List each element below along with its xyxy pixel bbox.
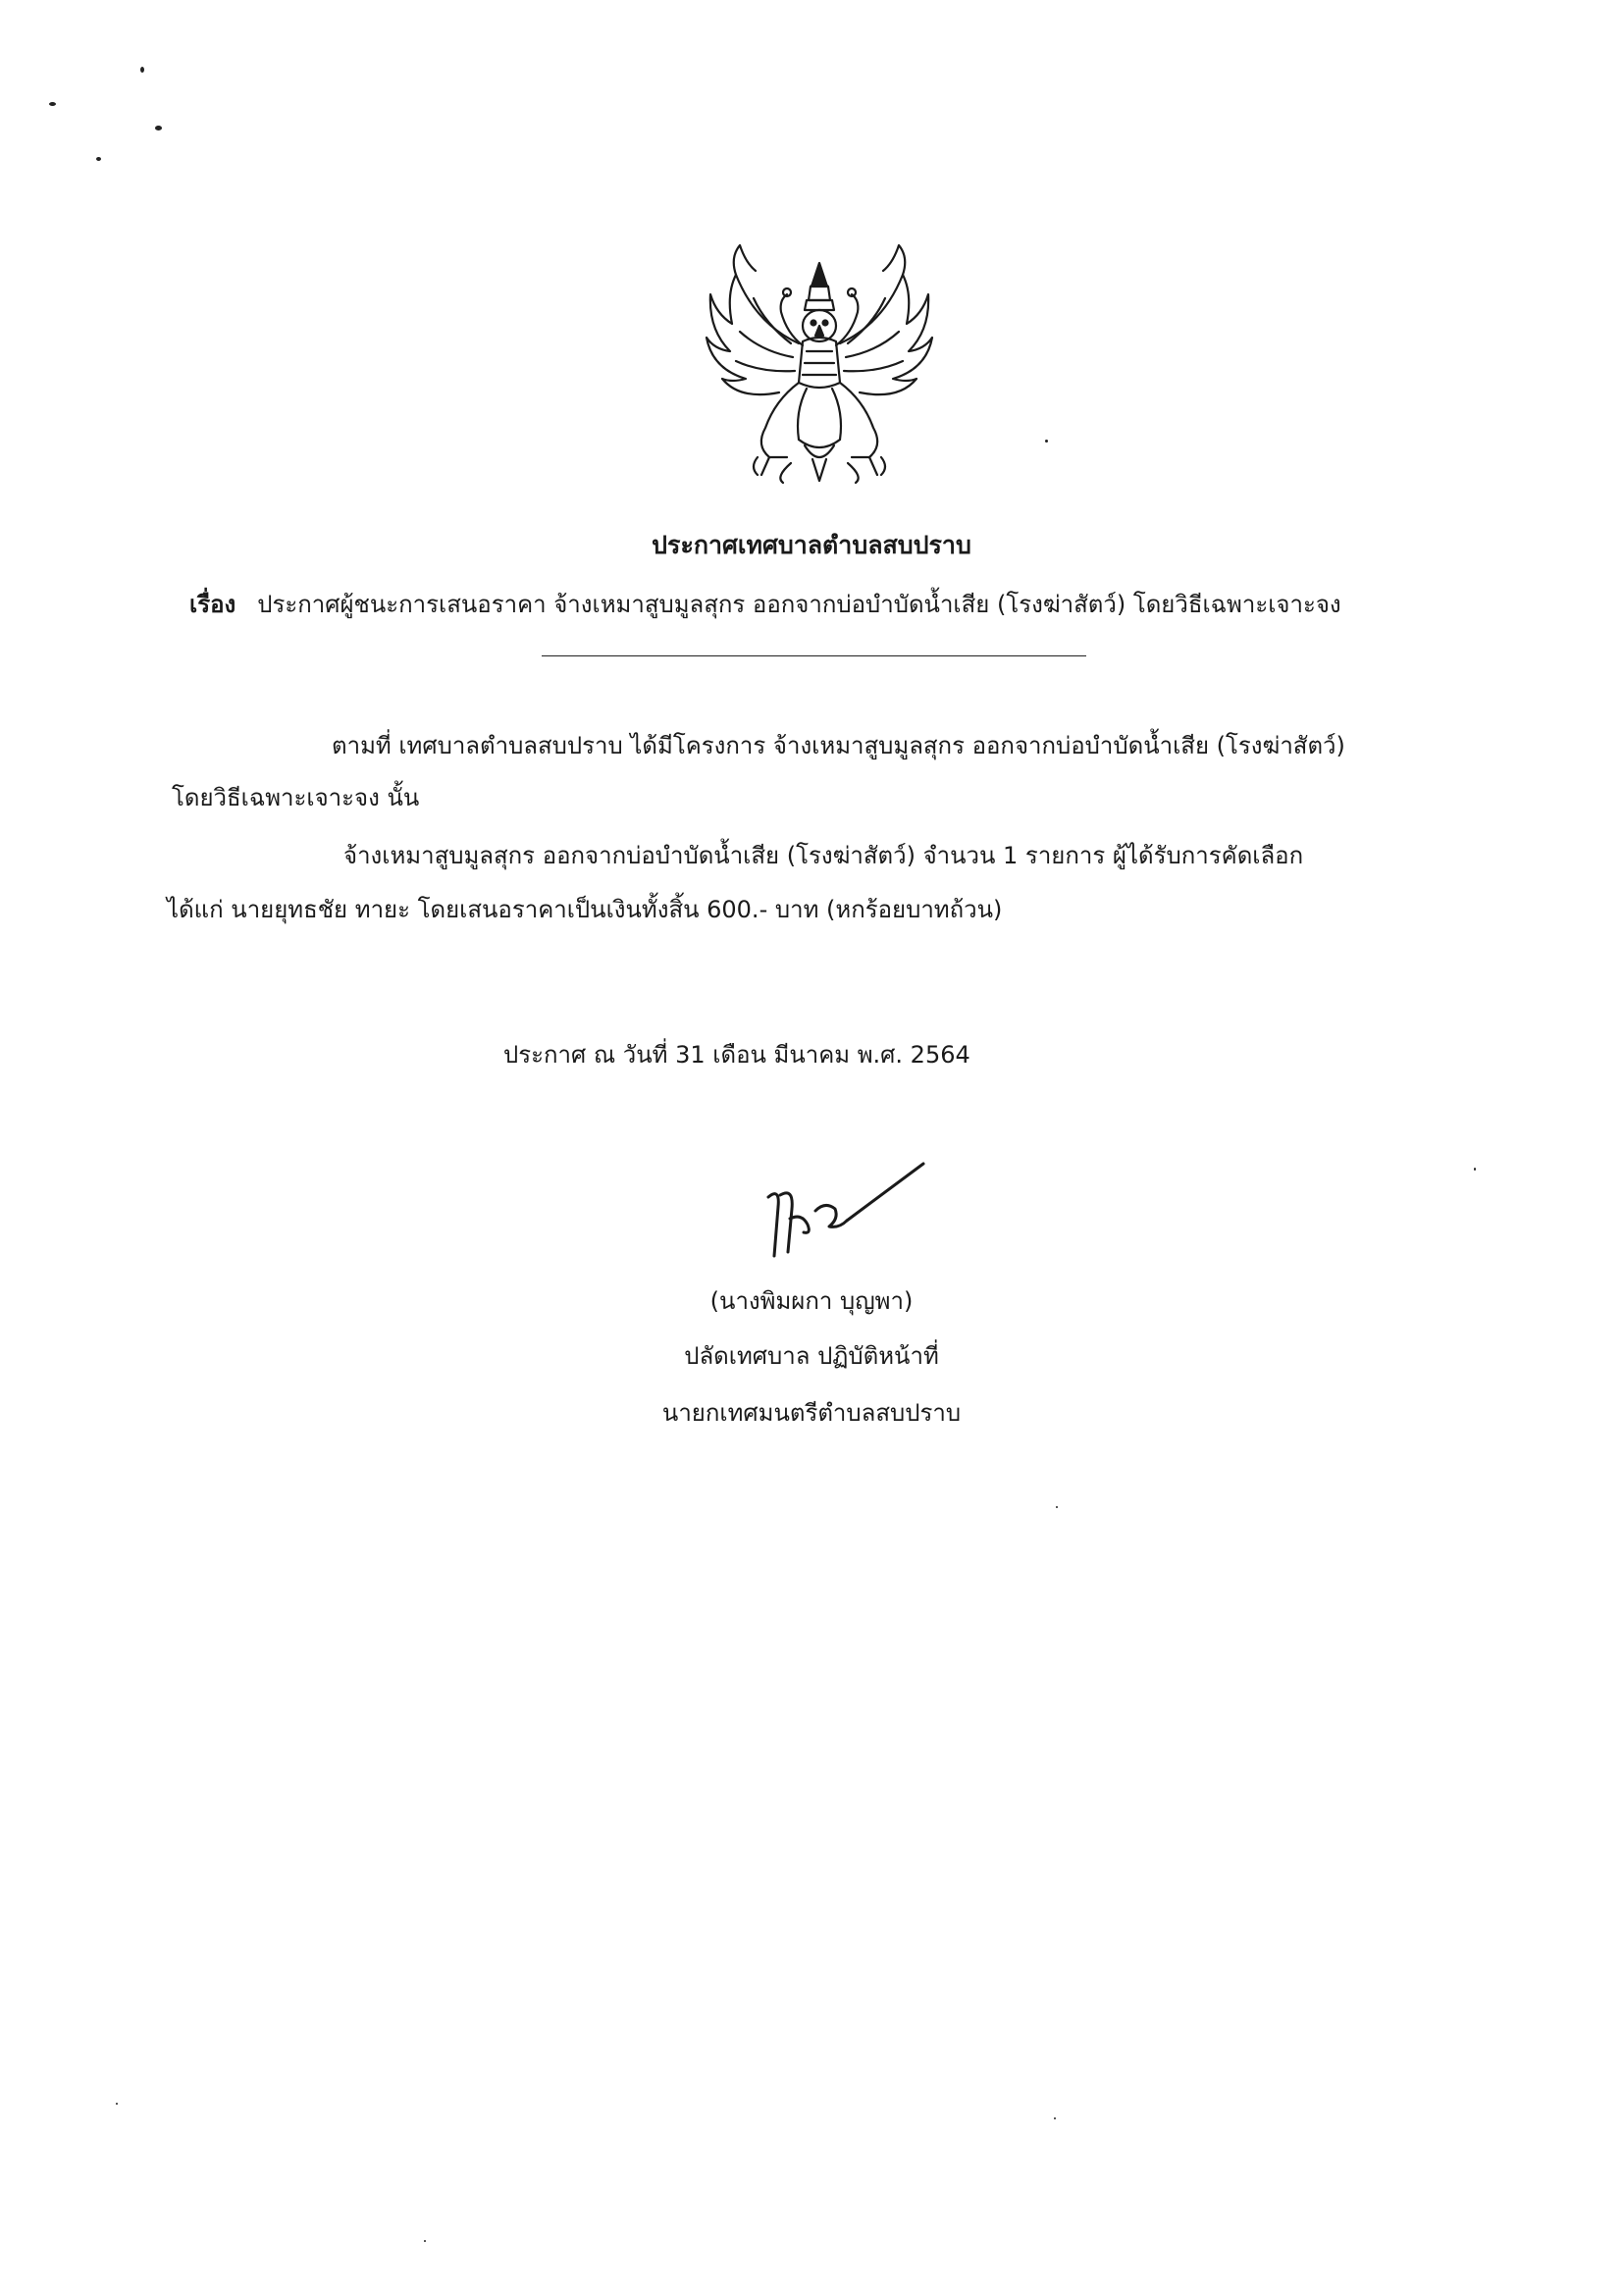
signer-name: (นางพิมผกา บุญพา) bbox=[709, 1287, 914, 1315]
scan-speck bbox=[155, 126, 162, 130]
subject-label: เรื่อง bbox=[189, 591, 236, 618]
scan-speck bbox=[49, 102, 56, 106]
paragraph2-line2: ได้แก่ นายยุทธชัย ทายะ โดยเสนอราคาเป็นเงินทั้งสิ้น 600.- บาท (หกร้อยบาทถ้วน) bbox=[167, 896, 1003, 923]
garuda-emblem-icon bbox=[697, 235, 942, 486]
scan-speck bbox=[1054, 2117, 1056, 2119]
scan-speck bbox=[1474, 1168, 1476, 1171]
scan-speck bbox=[96, 157, 101, 161]
title-divider bbox=[542, 655, 1086, 656]
signer-position-acting: นายกเทศมนตรีตำบลสบปราบ bbox=[661, 1399, 962, 1427]
subject-text: ประกาศผู้ชนะการเสนอราคา จ้างเหมาสูบมูลสุกร ออกจากบ่อบำบัดน้ำเสีย (โรงฆ่าสัตว์) โดยวิธีเฉพาะเจาะจง bbox=[257, 591, 1341, 618]
paragraph1-line1: ตามที่ เทศบาลตำบลสบปราบ ได้มีโครงการ จ้างเหมาสูบมูลสุกร ออกจากบ่อบำบัดน้ำเสีย (โรงฆ่าสัตว์) bbox=[332, 732, 1345, 759]
paragraph1-line2: โดยวิธีเฉพาะเจาะจง นั้น bbox=[172, 784, 420, 811]
scan-speck bbox=[140, 67, 144, 73]
announcement-title: ประกาศเทศบาลตำบลสบปราบ bbox=[652, 531, 971, 559]
announcement-subject bbox=[189, 585, 1341, 623]
scan-speck bbox=[1056, 1506, 1058, 1508]
scan-speck bbox=[424, 2240, 426, 2242]
scan-speck bbox=[1045, 440, 1048, 443]
signer-position: ปลัดเทศบาล ปฏิบัติหน้าที่ bbox=[684, 1342, 939, 1370]
scan-speck bbox=[116, 2103, 118, 2105]
announcement-date: ประกาศ ณ วันที่ 31 เดือน มีนาคม พ.ศ. 2564 bbox=[503, 1041, 970, 1069]
handwritten-signature-icon bbox=[751, 1158, 927, 1266]
paragraph2-line1: จ้างเหมาสูบมูลสุกร ออกจากบ่อบำบัดน้ำเสีย (โรงฆ่าสัตว์) จำนวน 1 รายการ ผู้ได้รับการคัดเลือก bbox=[343, 842, 1304, 869]
